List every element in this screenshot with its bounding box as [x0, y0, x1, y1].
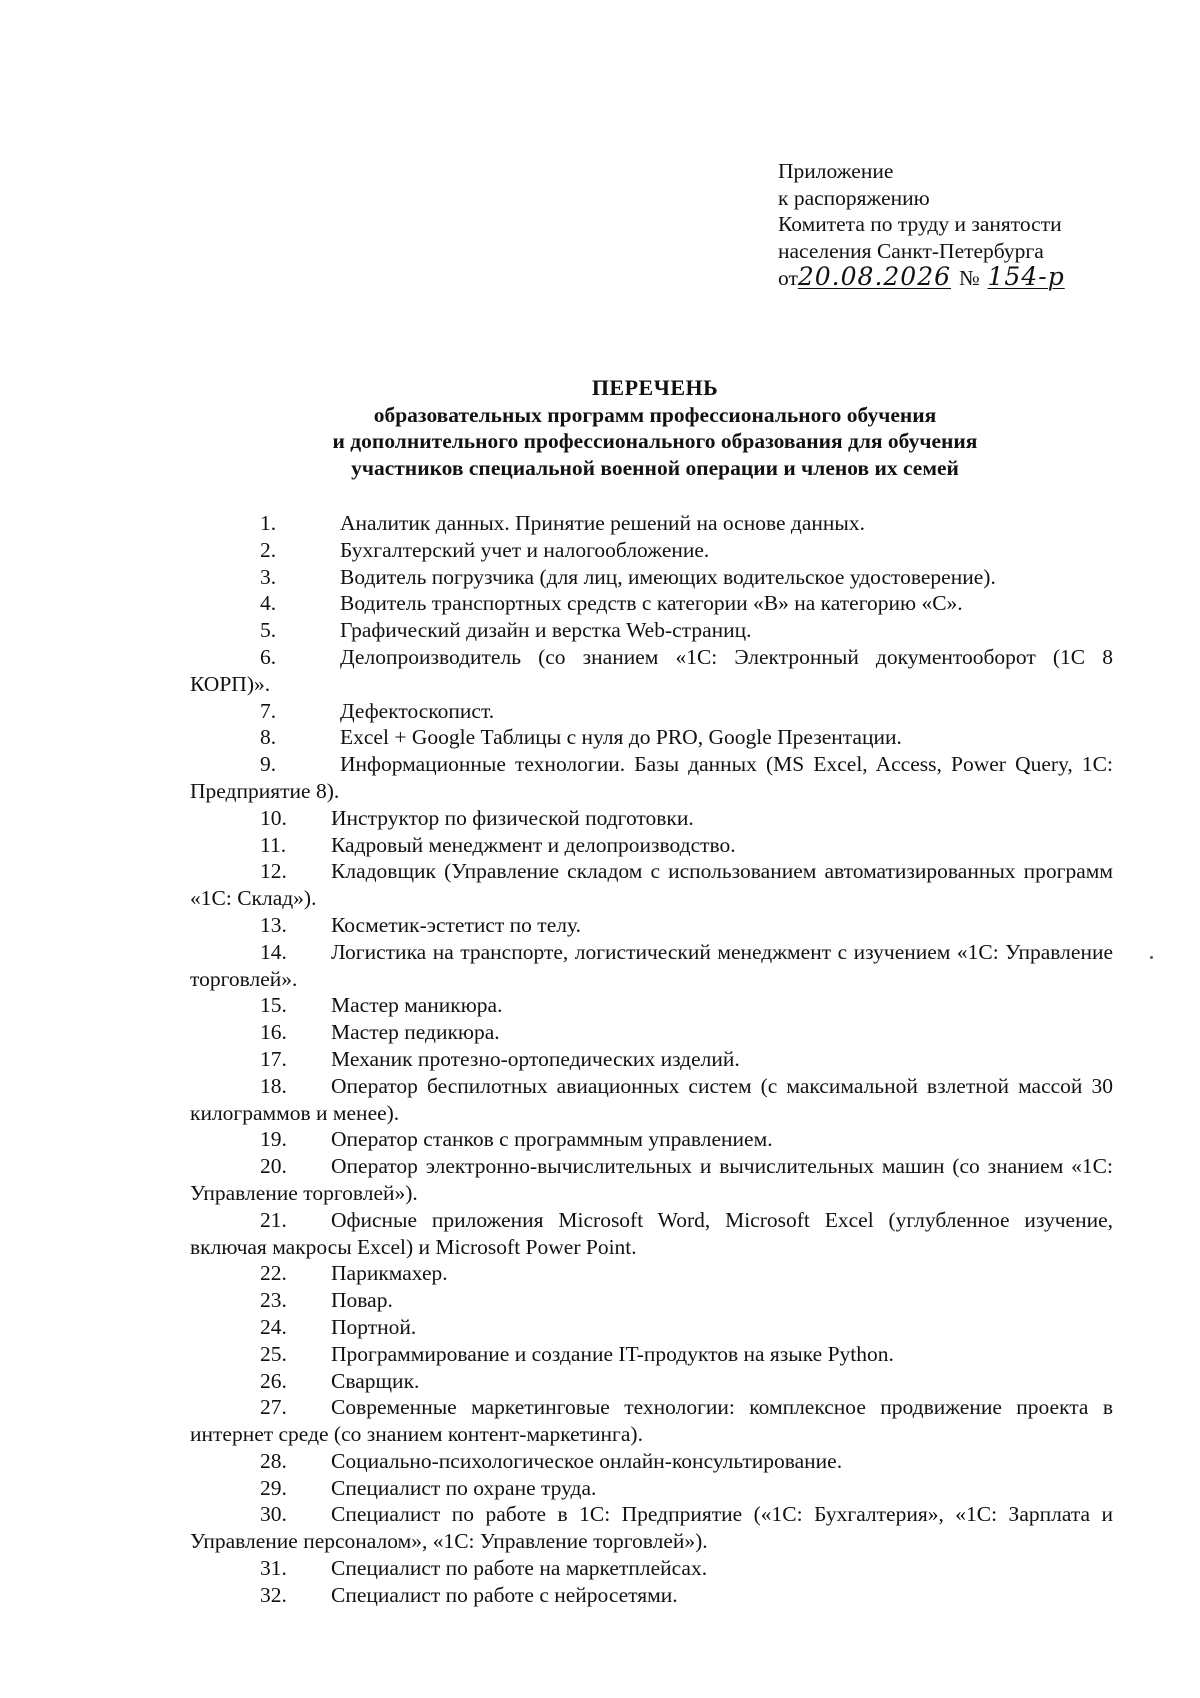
list-item-number: 10.: [260, 805, 287, 830]
number-label: №: [959, 266, 980, 290]
list-item: [190, 832, 1113, 859]
handwritten-number: 154-р: [987, 262, 1065, 291]
list-item: [190, 510, 1113, 537]
list-item: [190, 1019, 1113, 1046]
list-item: [190, 590, 1113, 617]
list-item-text: Специалист по охране труда.: [331, 1475, 597, 1500]
list-item-text: Специалист по работе с нейросетями.: [331, 1582, 678, 1607]
list-item-text: Аналитик данных. Принятие решений на основе данных.: [340, 511, 865, 535]
list-item: [190, 1287, 1113, 1314]
list-item: [190, 805, 1113, 832]
list-item-text: Специалист по работе в 1С: Предприятие («1С: Бухгалтерия», «1С: Зарплата и Управление персоналом», «1С: Управление торговлей»).: [190, 1502, 1113, 1554]
list-item-number: 26.: [260, 1368, 287, 1393]
list-item-text: Программирование и создание IT-продуктов на языке Python.: [331, 1341, 894, 1366]
list-item: [190, 858, 1113, 912]
list-item: [190, 1555, 1113, 1582]
appendix-line: Приложение: [778, 159, 894, 183]
list-item: [190, 1260, 1113, 1287]
list-item-number: 4.: [260, 591, 277, 616]
list-item-number: 22.: [260, 1261, 287, 1286]
list-item-text: Водитель погрузчика (для лиц, имеющих водительское удостоверение).: [340, 564, 996, 589]
list-item-number: 19.: [260, 1127, 287, 1152]
list-item-number: 9.: [260, 752, 277, 777]
list-item-text: Сварщик.: [331, 1368, 420, 1393]
list-item-number: 11.: [260, 832, 287, 857]
list-item-text: Водитель транспортных средств с категории «В» на категорию «С».: [340, 591, 963, 616]
list-item-text: Оператор беспилотных авиационных систем (с максимальной взлетной массой 30 килограммов и менее).: [190, 1073, 1113, 1125]
list-item-number: 25.: [260, 1341, 287, 1366]
list-item: [190, 724, 1113, 751]
list-item: [190, 698, 1113, 725]
appendix-line: к распоряжению: [778, 185, 930, 210]
list-item-text: Оператор станков с программным управлением.: [331, 1127, 773, 1152]
scan-speck: [1150, 956, 1153, 959]
list-item-text: Косметик-эстетист по телу.: [331, 912, 581, 937]
list-item-text: Кадровый менеджмент и делопроизводство.: [331, 832, 736, 857]
list-item: [190, 1153, 1113, 1207]
list-item: [190, 644, 1113, 698]
list-item-number: 17.: [260, 1046, 287, 1071]
heading-line: участников специальной военной операции и членов их семей: [351, 455, 959, 480]
list-item-text: Графический дизайн и верстка Web-страниц.: [340, 618, 752, 643]
list-item: [190, 992, 1113, 1019]
list-item-number: 27.: [260, 1395, 287, 1420]
list-item-text: Повар.: [331, 1288, 393, 1313]
list-item-text: Бухгалтерский учет и налогообложение.: [340, 537, 710, 562]
program-list: [190, 510, 1113, 1609]
list-item-text: Мастер маникюра.: [331, 993, 503, 1018]
list-item-number: 18.: [260, 1073, 287, 1098]
handwritten-date: 20.08.2026: [797, 262, 952, 291]
list-item-number: 28.: [260, 1448, 287, 1473]
list-item: [190, 537, 1113, 564]
document-heading: [180, 375, 1130, 481]
list-item: [190, 939, 1113, 993]
list-item-number: 7.: [260, 698, 277, 723]
list-item-number: 15.: [260, 993, 287, 1018]
list-item: [190, 1126, 1113, 1153]
list-item-text: Инструктор по физической подготовки.: [331, 805, 694, 830]
list-item: [190, 1314, 1113, 1341]
list-item: [190, 751, 1113, 805]
list-item-number: 24.: [260, 1314, 287, 1339]
appendix-block: [778, 158, 1065, 292]
list-item: [190, 912, 1113, 939]
list-item: [190, 1341, 1113, 1368]
list-item-text: Парикмахер.: [331, 1261, 448, 1286]
order-date-number-line: [778, 264, 1065, 292]
list-item-text: Специалист по работе на маркетплейсах.: [331, 1556, 708, 1581]
list-item-text: Портной.: [331, 1314, 417, 1339]
list-item-text: Мастер педикюра.: [331, 1020, 500, 1045]
from-label: от: [778, 266, 798, 290]
list-item-number: 32.: [260, 1582, 287, 1607]
list-item: [190, 564, 1113, 591]
list-item-text: Excel + Google Таблицы с нуля до PRO, Google Презентации.: [340, 725, 902, 750]
list-item-text: Механик протезно-ортопедических изделий.: [331, 1046, 740, 1071]
list-item-number: 1.: [260, 511, 277, 535]
list-item-number: 20.: [260, 1154, 287, 1179]
list-item: [190, 1394, 1113, 1448]
list-item: [190, 1501, 1113, 1555]
list-item-number: 30.: [260, 1502, 287, 1527]
list-item-number: 13.: [260, 912, 287, 937]
heading-line: образовательных программ профессионального обучения: [373, 402, 937, 427]
list-item-text: Современные маркетинговые технологии: комплексное продвижение проекта в интернет среде (со знанием контент-маркетинга).: [190, 1395, 1113, 1447]
list-item-text: Оператор электронно-вычислительных и вычислительных машин (со знанием «1С: Управление торговлей»).: [190, 1154, 1113, 1205]
list-item-text: Офисные приложения Microsoft Word, Microsoft Excel (углубленное изучение, включая макросы Excel) и Microsoft Power Point.: [190, 1207, 1113, 1259]
list-item-number: 5.: [260, 618, 277, 643]
list-item: [190, 1046, 1113, 1073]
list-item-number: 14.: [260, 939, 287, 964]
heading-line: и дополнительного профессионального образования для обучения: [332, 429, 978, 453]
list-item-text: Социально-психологическое онлайн-консультирование.: [331, 1448, 843, 1473]
list-item: [190, 1475, 1113, 1502]
list-item-number: 3.: [260, 564, 277, 589]
list-item: [190, 617, 1113, 644]
list-item: [190, 1448, 1113, 1475]
list-item: [190, 1582, 1113, 1609]
list-item-text: Информационные технологии. Базы данных (MS Excel, Access, Power Query, 1С: Предприятие 8).: [190, 752, 1113, 803]
list-item-number: 12.: [260, 859, 287, 884]
heading-title: ПЕРЕЧЕНЬ: [591, 375, 719, 400]
list-item-number: 31.: [260, 1556, 287, 1581]
list-item-number: 29.: [260, 1475, 287, 1500]
list-item-number: 21.: [260, 1207, 287, 1232]
list-item-number: 2.: [260, 537, 277, 562]
list-item: [190, 1368, 1113, 1395]
list-item-number: 6.: [260, 644, 277, 669]
list-item-number: 16.: [260, 1020, 287, 1045]
appendix-line: населения Санкт-Петербурга: [778, 238, 1044, 263]
appendix-line: Комитета по труду и занятости: [778, 212, 1062, 236]
list-item-text: Кладовщик (Управление складом с использованием автоматизированных программ «1С: Склад»).: [190, 859, 1113, 911]
list-item-text: Делопроизводитель (со знанием «1С: Электронный документооборот (1С 8 КОРП)».: [190, 644, 1113, 696]
list-item-number: 8.: [260, 725, 277, 750]
list-item: [190, 1207, 1113, 1261]
list-item-text: Дефектоскопист.: [340, 698, 495, 723]
list-item-number: 23.: [260, 1288, 287, 1313]
list-item: [190, 1073, 1113, 1127]
list-item-text: Логистика на транспорте, логистический менеджмент с изучением «1С: Управление торговлей».: [190, 939, 1113, 991]
